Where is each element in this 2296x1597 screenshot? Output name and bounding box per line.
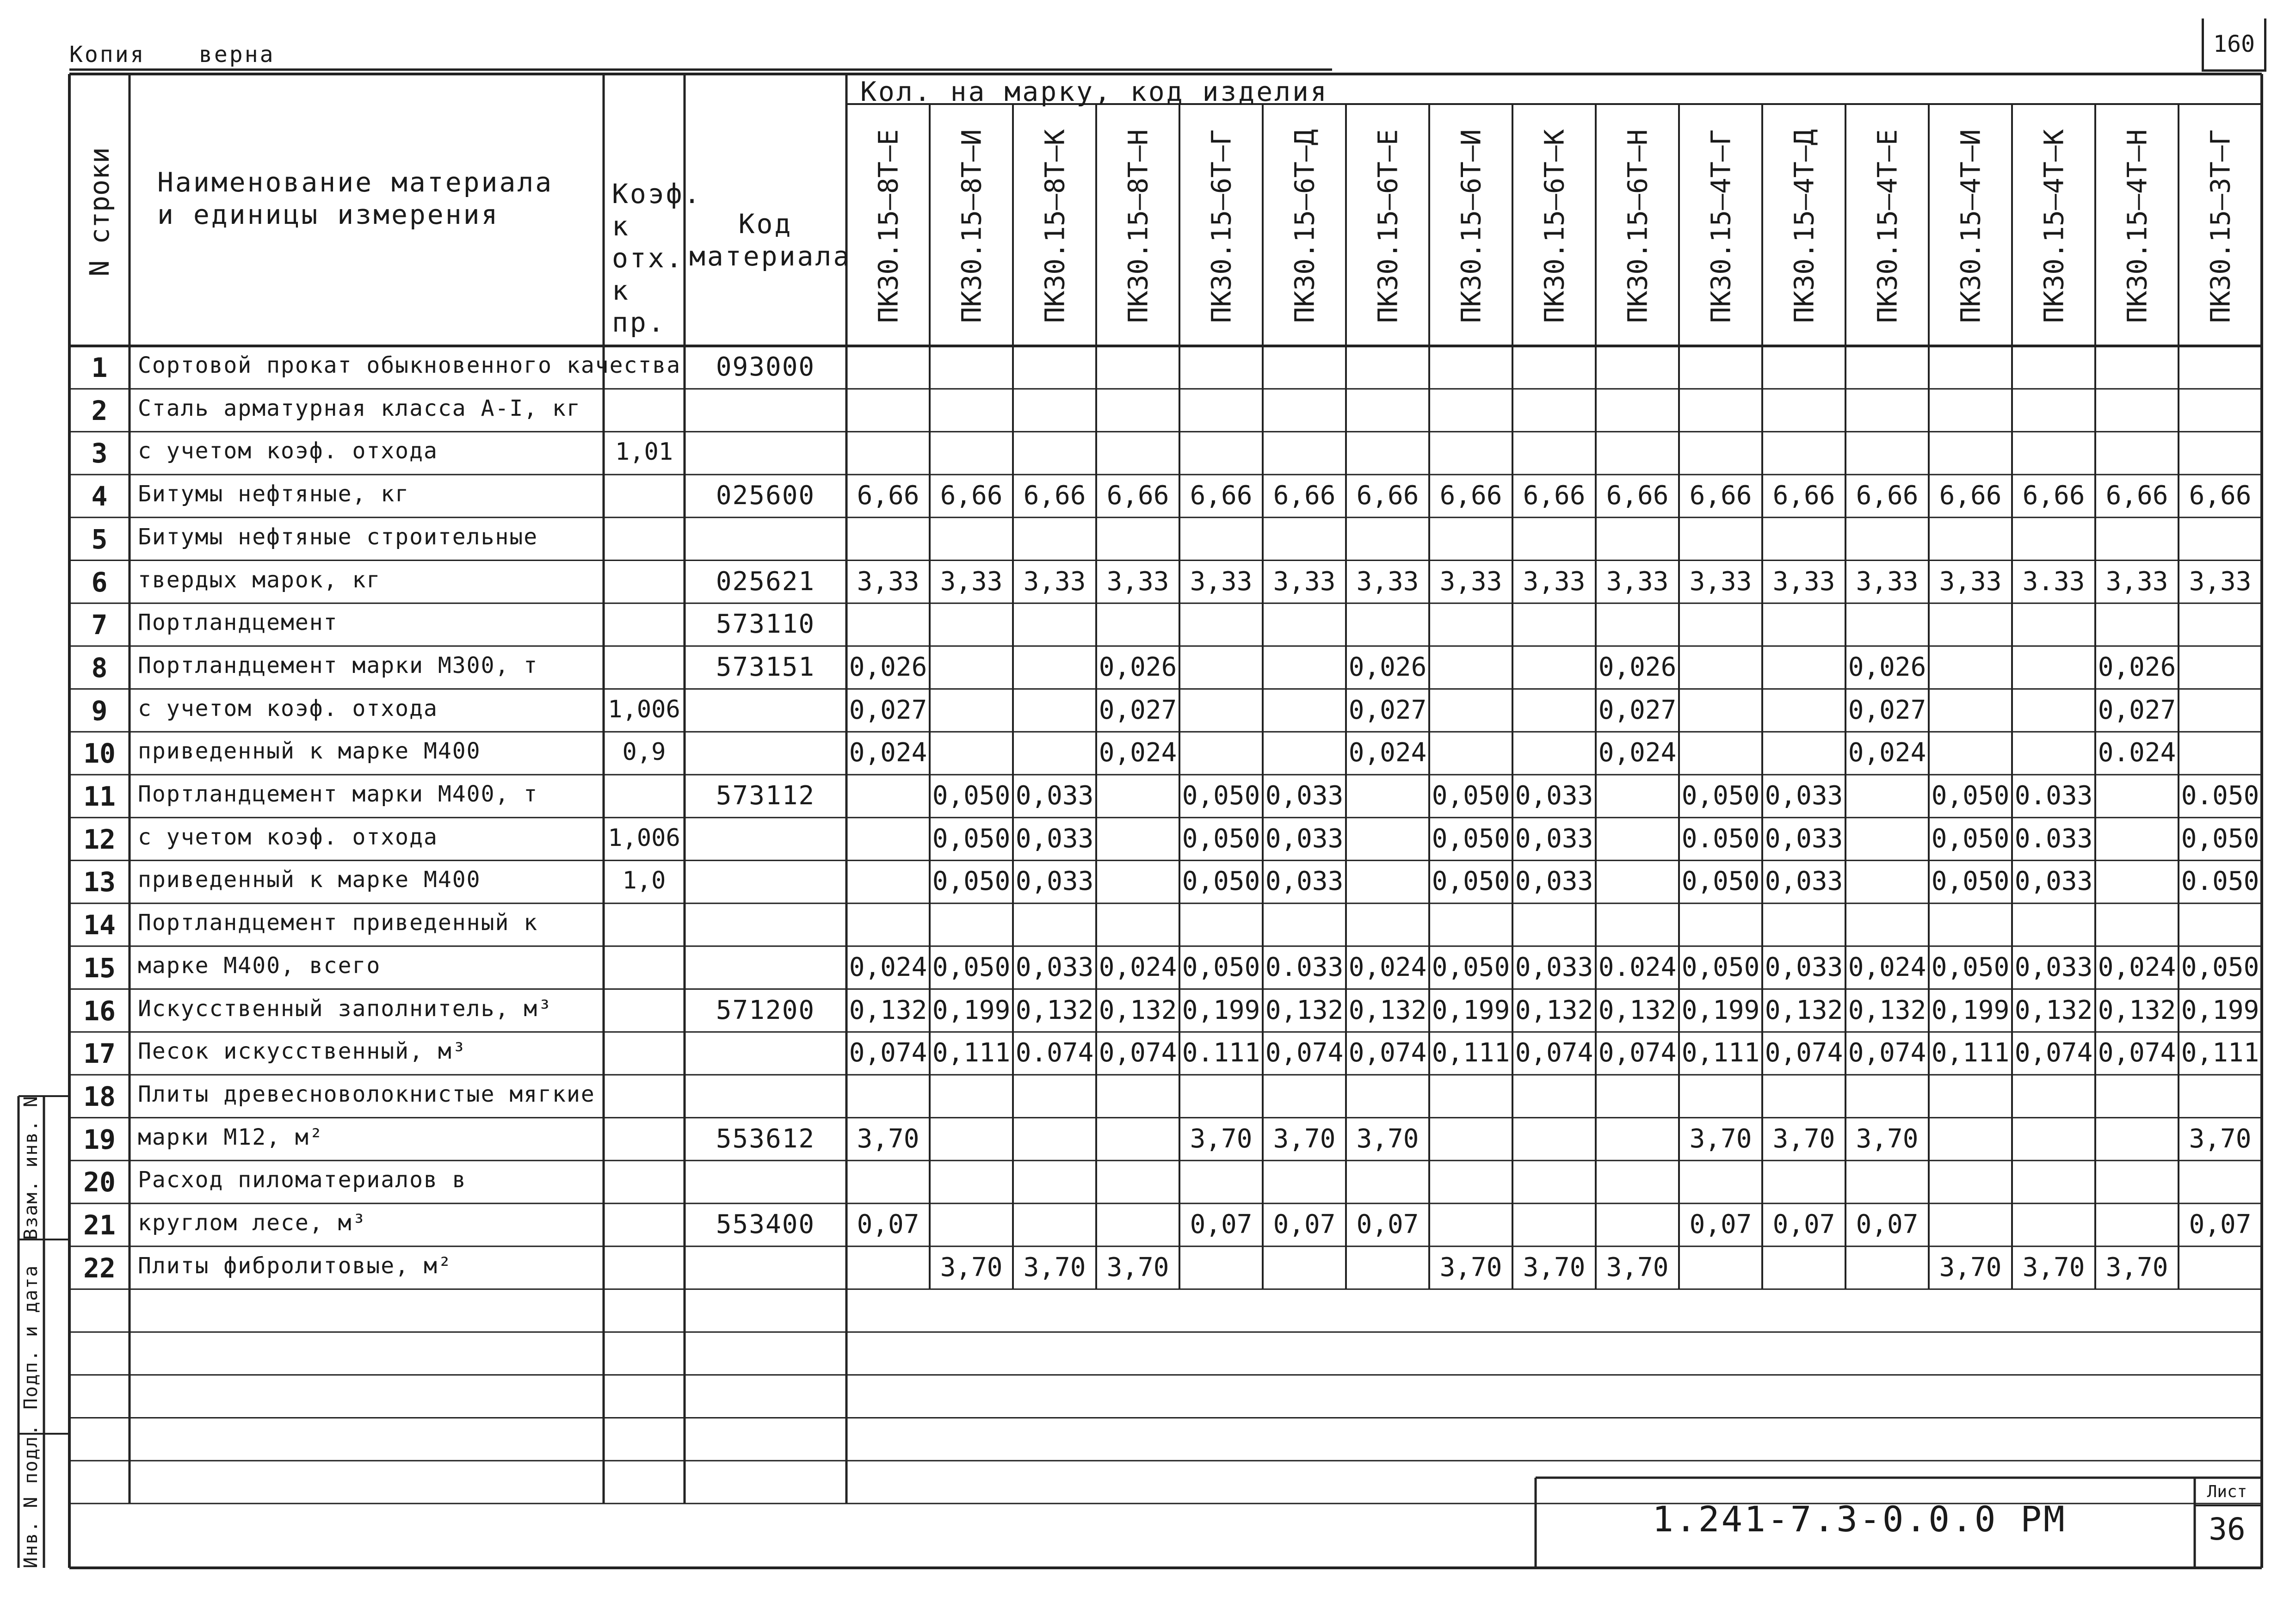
- quantity-cell: 6,66: [1439, 481, 1502, 511]
- material-name: Плиты фибролитовые, м²: [138, 1252, 452, 1279]
- quantity-cell: 0,033: [1015, 952, 1094, 982]
- quantity-cell: 0,027: [1598, 695, 1677, 725]
- quantity-cell: 0,033: [1765, 781, 1843, 811]
- quantity-cell: 3,70: [1273, 1123, 1336, 1154]
- quantity-cell: 0,07: [857, 1209, 920, 1239]
- sheet-number: 36: [2209, 1511, 2246, 1547]
- quantity-cell: 3,33: [940, 566, 1003, 597]
- quantity-cell: 0,074: [1765, 1038, 1843, 1068]
- quantity-cell: 0,050: [2181, 823, 2259, 854]
- quantity-cell: 0,024: [1348, 738, 1427, 768]
- quantity-cell: 6,66: [1356, 481, 1419, 511]
- copy-word: Копия: [69, 42, 146, 68]
- quantity-cell: 6,66: [2022, 481, 2085, 511]
- quantity-cell: 3,70: [1689, 1123, 1752, 1154]
- quantity-cell: 0.033: [2014, 823, 2093, 854]
- header-product-group: Кол. на марку, код изделия: [860, 76, 1328, 107]
- row-number: 6: [91, 566, 108, 598]
- quantity-cell: 3,33: [1856, 566, 1919, 597]
- quantity-cell: 0,132: [2014, 995, 2093, 1025]
- quantity-cell: 3,70: [1523, 1252, 1586, 1283]
- verified-word: верна: [199, 42, 275, 68]
- quantity-cell: 0,033: [1015, 866, 1094, 897]
- header-name-line2: и единицы измерения: [157, 198, 500, 230]
- quantity-cell: 0,074: [1099, 1038, 1177, 1068]
- quantity-cell: 6,66: [940, 481, 1003, 511]
- quantity-cell: 3,70: [1190, 1123, 1253, 1154]
- quantity-cell: 0,050: [1681, 781, 1760, 811]
- quantity-cell: 6,66: [2189, 481, 2252, 511]
- row-number: 8: [91, 652, 108, 684]
- material-name: Битумы нефтяные, кг: [138, 481, 410, 507]
- quantity-cell: 0,024: [1598, 738, 1677, 768]
- product-column-header: ПК30.15–8Т–И: [956, 129, 987, 323]
- material-name: Битумы нефтяные строительные: [138, 524, 538, 550]
- quantity-cell: 6,66: [1106, 481, 1169, 511]
- quantity-cell: 6,66: [1689, 481, 1752, 511]
- quantity-cell: 0,199: [1931, 995, 2010, 1025]
- quantity-cell: 3,70: [2022, 1252, 2085, 1283]
- quantity-cell: 0,074: [1348, 1038, 1427, 1068]
- material-code: 573112: [716, 781, 815, 811]
- quantity-cell: 0,050: [932, 781, 1011, 811]
- row-number: 19: [83, 1123, 116, 1155]
- row-number: 5: [91, 523, 108, 555]
- row-number: 11: [83, 781, 116, 812]
- quantity-cell: 3,33: [1439, 566, 1502, 597]
- header-coefficient: [612, 178, 702, 339]
- quantity-cell: 0,050: [1681, 952, 1760, 982]
- product-column-header: ПК30.15–6Т–Н: [1622, 129, 1653, 323]
- quantity-cell: 0.050: [1681, 823, 1760, 854]
- coefficient: 1,01: [615, 438, 673, 466]
- quantity-cell: 0,199: [2181, 995, 2259, 1025]
- quantity-cell: 0,199: [1432, 995, 1510, 1025]
- quantity-cell: 0,027: [2098, 695, 2176, 725]
- side-stamp-label: Взам. инв. N: [20, 1095, 42, 1240]
- quantity-cell: 0,050: [1182, 823, 1260, 854]
- coefficient: 1,0: [622, 867, 666, 895]
- product-column-header: ПК30.15–4Т–К: [2038, 129, 2069, 323]
- quantity-cell: 0,07: [1356, 1209, 1419, 1239]
- quantity-cell: 0,024: [849, 952, 927, 982]
- quantity-cell: 0,050: [1432, 952, 1510, 982]
- material-name: Искусственный заполнитель, м³: [138, 995, 553, 1022]
- quantity-cell: 0,111: [1432, 1038, 1510, 1068]
- quantity-cell: 0,050: [1182, 781, 1260, 811]
- product-column-header: ПК30.15–6Т–Е: [1372, 129, 1403, 323]
- quantity-cell: 0,033: [1515, 866, 1593, 897]
- material-name: Портландцемент: [138, 610, 338, 636]
- header-material-code: [689, 208, 852, 272]
- material-code: 553400: [716, 1209, 815, 1239]
- quantity-cell: 0,132: [1598, 995, 1677, 1025]
- header-row-number: N строки: [84, 147, 115, 277]
- quantity-cell: 0,050: [932, 952, 1011, 982]
- row-number: 22: [83, 1252, 116, 1284]
- material-code: 573151: [716, 652, 815, 682]
- row-number: 13: [83, 866, 116, 898]
- header-material-name: [157, 166, 594, 231]
- quantity-cell: 0,024: [1848, 952, 1926, 982]
- material-code: 025600: [716, 481, 815, 511]
- quantity-cell: 3,33: [1106, 566, 1169, 597]
- coefficient: 1,006: [608, 824, 680, 852]
- quantity-cell: 3,70: [940, 1252, 1003, 1283]
- quantity-cell: 0,050: [1931, 866, 2010, 897]
- coefficient: 1,006: [608, 695, 680, 723]
- product-column-header: ПК30.15–4Т–И: [1955, 129, 1986, 323]
- product-column-header: ПК30.15–6Т–Д: [1289, 129, 1320, 323]
- quantity-cell: 0,111: [932, 1038, 1011, 1068]
- quantity-cell: 0,07: [1689, 1209, 1752, 1239]
- quantity-cell: 0.024: [2098, 738, 2176, 768]
- row-number: 1: [91, 352, 108, 383]
- quantity-cell: 0,050: [1931, 823, 2010, 854]
- quantity-cell: 0,024: [1099, 738, 1177, 768]
- product-column-header: ПК30.15–8Т–Н: [1122, 129, 1154, 323]
- quantity-cell: 0,033: [2014, 952, 2093, 982]
- quantity-cell: 0,111: [1931, 1038, 2010, 1068]
- quantity-cell: 3,33: [1772, 566, 1835, 597]
- product-column-header: ПК30.15–8Т–Е: [872, 129, 904, 323]
- material-name: марке М400, всего: [138, 952, 381, 979]
- quantity-cell: 0,132: [1348, 995, 1427, 1025]
- corner-sheet-number: 160: [2202, 18, 2266, 72]
- row-number: 9: [91, 695, 108, 727]
- material-code: 093000: [716, 352, 815, 382]
- quantity-cell: 0,027: [1099, 695, 1177, 725]
- quantity-cell: 3,70: [2189, 1123, 2252, 1154]
- quantity-cell: 3,33: [857, 566, 920, 597]
- quantity-cell: 0,033: [1265, 781, 1344, 811]
- quantity-cell: 0,07: [2189, 1209, 2252, 1239]
- sheet-label: Лист: [2207, 1482, 2247, 1501]
- quantity-cell: 0,132: [2098, 995, 2176, 1025]
- quantity-cell: 0,024: [849, 738, 927, 768]
- quantity-cell: 0,050: [2181, 952, 2259, 982]
- quantity-cell: 0,024: [1348, 952, 1427, 982]
- quantity-cell: 3,70: [857, 1123, 920, 1154]
- material-name: Сортовой прокат обыкновенного качества: [138, 352, 681, 378]
- quantity-cell: 3,70: [1856, 1123, 1919, 1154]
- side-stamp-label: Подп. и дата: [20, 1264, 42, 1410]
- quantity-cell: 0,074: [2014, 1038, 2093, 1068]
- material-name: Расход пиломатериалов в: [138, 1167, 467, 1193]
- quantity-cell: 0,132: [1099, 995, 1177, 1025]
- row-number: 17: [83, 1038, 116, 1070]
- quantity-cell: 3,33: [1939, 566, 2002, 597]
- material-name: приведенный к марке М400: [138, 738, 481, 765]
- row-number: 16: [83, 995, 116, 1027]
- side-stamp-label: Инв. N подл.: [20, 1424, 42, 1568]
- quantity-cell: 0.050: [2181, 781, 2259, 811]
- quantity-cell: 3,70: [1439, 1252, 1502, 1283]
- quantity-cell: 6,66: [1772, 481, 1835, 511]
- quantity-cell: 3.33: [2022, 566, 2085, 597]
- quantity-cell: 6,66: [2105, 481, 2168, 511]
- row-number: 4: [91, 481, 108, 512]
- quantity-cell: 0,074: [1598, 1038, 1677, 1068]
- material-name: Плиты древесноволокнистые мягкие: [138, 1081, 595, 1107]
- quantity-cell: 3,33: [1190, 566, 1253, 597]
- quantity-cell: 3,70: [1106, 1252, 1169, 1283]
- material-name: Портландцемент марки М400, т: [138, 781, 538, 807]
- material-name: марки М12, м²: [138, 1124, 324, 1150]
- row-number: 7: [91, 609, 108, 641]
- quantity-cell: 0,074: [1848, 1038, 1926, 1068]
- quantity-cell: 0,199: [1681, 995, 1760, 1025]
- quantity-cell: 0,026: [2098, 652, 2176, 682]
- material-name: твердых марок, кг: [138, 567, 381, 593]
- product-column-header: ПК30.15–6Т–Г: [1205, 129, 1237, 323]
- quantity-cell: 0,074: [1515, 1038, 1593, 1068]
- quantity-cell: 0,050: [1432, 781, 1510, 811]
- quantity-cell: 0,033: [1515, 823, 1593, 854]
- material-name: с учетом коэф. отхода: [138, 824, 438, 850]
- quantity-cell: 0.024: [1598, 952, 1677, 982]
- quantity-cell: 0,07: [1190, 1209, 1253, 1239]
- quantity-cell: 0,024: [1099, 952, 1177, 982]
- document-code: 1.241-7.3-0.0.0 РМ: [1652, 1498, 2067, 1540]
- quantity-cell: 0,033: [2014, 866, 2093, 897]
- product-column-header: ПК30.15–6Т–К: [1538, 129, 1570, 323]
- quantity-cell: 0,050: [1931, 952, 2010, 982]
- quantity-cell: 0,111: [2181, 1038, 2259, 1068]
- header-coef-line2: к отх.: [612, 210, 684, 274]
- quantity-cell: 0,199: [932, 995, 1011, 1025]
- quantity-cell: 3,33: [1689, 566, 1752, 597]
- quantity-cell: 3,70: [1023, 1252, 1086, 1283]
- row-number: 20: [83, 1166, 116, 1198]
- material-code: 573110: [716, 609, 815, 640]
- quantity-cell: 0,07: [1856, 1209, 1919, 1239]
- product-column-header: ПК30.15–4Т–Н: [2121, 129, 2153, 323]
- quantity-cell: 0,026: [1099, 652, 1177, 682]
- quantity-cell: 0,027: [1848, 695, 1926, 725]
- quantity-cell: 0,024: [2098, 952, 2176, 982]
- quantity-cell: 0.074: [1015, 1038, 1094, 1068]
- row-number: 14: [83, 909, 116, 941]
- quantity-cell: 0,033: [1515, 952, 1593, 982]
- quantity-cell: 6,66: [857, 481, 920, 511]
- quantity-cell: 0,026: [849, 652, 927, 682]
- quantity-cell: 3,33: [1273, 566, 1336, 597]
- quantity-cell: 0,033: [1765, 952, 1843, 982]
- material-name: с учетом коэф. отхода: [138, 438, 438, 464]
- quantity-cell: 3,33: [1023, 566, 1086, 597]
- quantity-cell: 0,050: [932, 823, 1011, 854]
- quantity-cell: 3,33: [1356, 566, 1419, 597]
- quantity-cell: 3,70: [1939, 1252, 2002, 1283]
- quantity-cell: 3,33: [1523, 566, 1586, 597]
- material-name: с учетом коэф. отхода: [138, 695, 438, 721]
- header-name-line1: Наименование материала: [157, 166, 554, 198]
- quantity-cell: 0,033: [1265, 866, 1344, 897]
- quantity-cell: 0,026: [1598, 652, 1677, 682]
- row-number: 12: [83, 823, 116, 855]
- quantity-cell: 0,132: [1765, 995, 1843, 1025]
- quantity-cell: 0,132: [1015, 995, 1094, 1025]
- header-code-line1: Код: [738, 208, 793, 240]
- quantity-cell: 0,026: [1348, 652, 1427, 682]
- row-number: 21: [83, 1209, 116, 1241]
- material-name: Песок искусственный, м³: [138, 1038, 467, 1065]
- product-column-header: ПК30.15–3Т–Г: [2204, 129, 2236, 323]
- quantity-cell: 0,033: [1765, 823, 1843, 854]
- header-coef-line3: к пр.: [612, 274, 666, 339]
- material-name: приведенный к марке М400: [138, 867, 481, 893]
- quantity-cell: 0,07: [1772, 1209, 1835, 1239]
- quantity-cell: 0,050: [1931, 781, 2010, 811]
- material-name: круглом лесе, м³: [138, 1210, 367, 1236]
- quantity-cell: 3,70: [1606, 1252, 1669, 1283]
- quantity-cell: 0,132: [849, 995, 927, 1025]
- quantity-cell: 3,33: [1606, 566, 1669, 597]
- quantity-cell: 6,66: [1606, 481, 1669, 511]
- row-number: 3: [91, 438, 108, 469]
- quantity-cell: 6,66: [1939, 481, 2002, 511]
- quantity-cell: 0,050: [1182, 952, 1260, 982]
- quantity-cell: 6,66: [1523, 481, 1586, 511]
- product-column-header: ПК30.15–6Т–И: [1455, 129, 1487, 323]
- coefficient: 0,9: [622, 738, 666, 766]
- quantity-cell: 0,050: [1681, 866, 1760, 897]
- row-number: 10: [83, 738, 116, 770]
- quantity-cell: 3,70: [2105, 1252, 2168, 1283]
- quantity-cell: 0,033: [1015, 781, 1094, 811]
- quantity-cell: 0,111: [1681, 1038, 1760, 1068]
- row-number: 2: [91, 395, 108, 426]
- quantity-cell: 0,050: [1182, 866, 1260, 897]
- quantity-cell: 0,027: [849, 695, 927, 725]
- product-column-header: ПК30.15–4Т–Г: [1705, 129, 1736, 323]
- material-code: 025621: [716, 566, 815, 597]
- material-code: 571200: [716, 995, 815, 1025]
- quantity-cell: 0,024: [1848, 738, 1926, 768]
- quantity-cell: 0,033: [1265, 823, 1344, 854]
- quantity-cell: 0,074: [2098, 1038, 2176, 1068]
- quantity-cell: 0,033: [1765, 866, 1843, 897]
- quantity-cell: 0,132: [1515, 995, 1593, 1025]
- quantity-cell: 0,199: [1182, 995, 1260, 1025]
- quantity-cell: 6,66: [1190, 481, 1253, 511]
- quantity-cell: 0,07: [1273, 1209, 1336, 1239]
- quantity-cell: 3,33: [2105, 566, 2168, 597]
- quantity-cell: 0,050: [1432, 823, 1510, 854]
- quantity-cell: 0,026: [1848, 652, 1926, 682]
- quantity-cell: 0.033: [2014, 781, 2093, 811]
- quantity-cell: 0.033: [1265, 952, 1344, 982]
- quantity-cell: 0,074: [1265, 1038, 1344, 1068]
- quantity-cell: 3,33: [2189, 566, 2252, 597]
- quantity-cell: 6,66: [1023, 481, 1086, 511]
- row-number: 15: [83, 952, 116, 984]
- header-code-line2: материала: [689, 240, 852, 272]
- quantity-cell: 3,70: [1356, 1123, 1419, 1154]
- quantity-cell: 0,033: [1515, 781, 1593, 811]
- material-name: Сталь арматурная класса А-I, кг: [138, 395, 581, 421]
- product-column-header: ПК30.15–4Т–Е: [1871, 129, 1903, 323]
- quantity-cell: 0,050: [932, 866, 1011, 897]
- quantity-cell: 6,66: [1856, 481, 1919, 511]
- quantity-cell: 3,70: [1772, 1123, 1835, 1154]
- quantity-cell: 0.111: [1182, 1038, 1260, 1068]
- quantity-cell: 0,050: [1432, 866, 1510, 897]
- quantity-cell: 0,132: [1848, 995, 1926, 1025]
- quantity-cell: 0,033: [1015, 823, 1094, 854]
- material-name: Портландцемент приведенный к: [138, 910, 538, 936]
- row-number: 18: [83, 1080, 116, 1112]
- quantity-cell: 6,66: [1273, 481, 1336, 511]
- quantity-cell: 0,027: [1348, 695, 1427, 725]
- product-column-header: ПК30.15–4Т–Д: [1788, 129, 1820, 323]
- material-name: Портландцемент марки М300, т: [138, 652, 538, 678]
- product-column-header: ПК30.15–8Т–К: [1039, 129, 1070, 323]
- header-coef-line1: Коэф.: [612, 178, 702, 210]
- quantity-cell: 0,074: [849, 1038, 927, 1068]
- material-code: 553612: [716, 1123, 815, 1154]
- quantity-cell: 0,132: [1265, 995, 1344, 1025]
- quantity-cell: 0.050: [2181, 866, 2259, 897]
